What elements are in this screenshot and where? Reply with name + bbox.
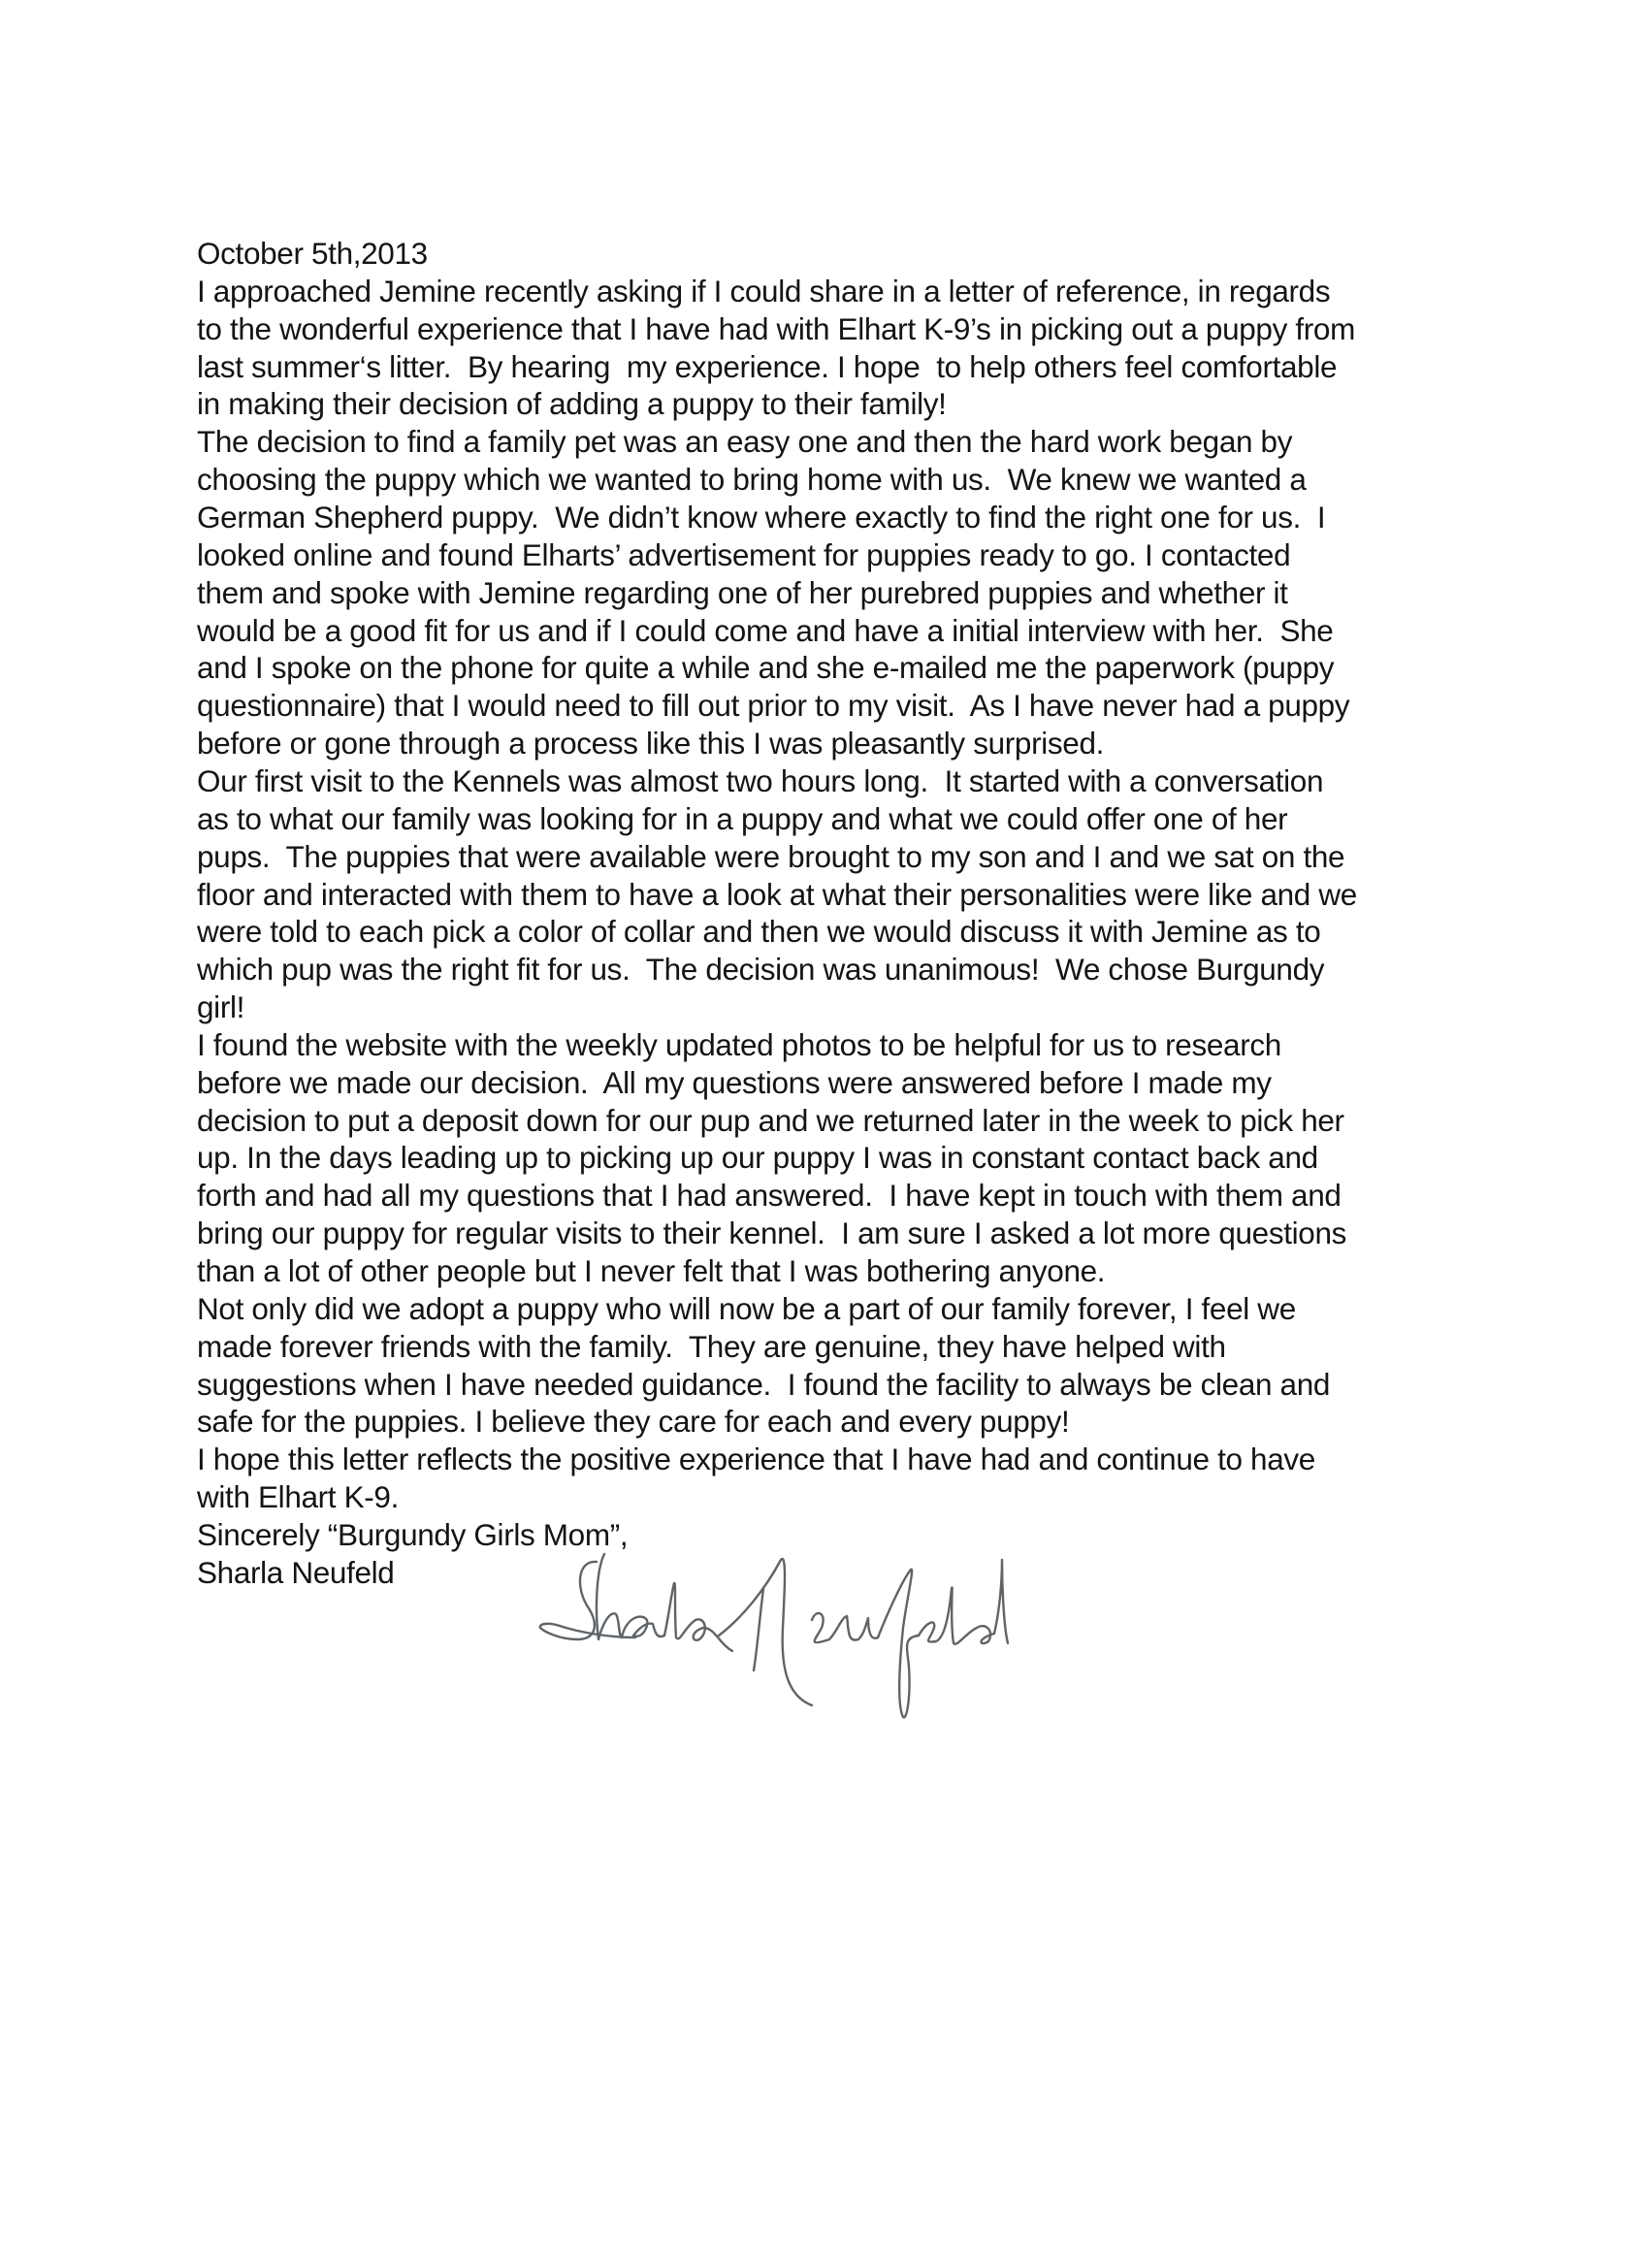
paragraph-line: questionnaire) that I would need to fill out prior to my visit. As I have never had a puppy bbox=[197, 688, 1350, 724]
paragraph-line: before we made our decision. All my questions were answered before I made my bbox=[197, 1064, 1272, 1100]
paragraph-line: decision to put a deposit down for our pup and we returned later in the week to pick her bbox=[197, 1102, 1344, 1138]
paragraph-line: last summer‘s litter. By hearing my experience. I hope to help others feel comfortable bbox=[197, 348, 1338, 384]
letter-closing: Sincerely “Burgundy Girls Mom”, bbox=[197, 1516, 629, 1552]
paragraph-line: choosing the puppy which we wanted to bring home with us. We knew we wanted a bbox=[197, 462, 1307, 498]
paragraph-line: girl! bbox=[197, 989, 245, 1024]
paragraph-line: I found the website with the weekly updated photos to be helpful for us to research bbox=[197, 1026, 1281, 1062]
paragraph-line: I approached Jemine recently asking if I could share in a letter of reference, in regards bbox=[197, 273, 1331, 308]
paragraph-line: were told to each pick a color of collar and then we would discuss it with Jemine as to bbox=[197, 914, 1321, 950]
paragraph-line: up. In the days leading up to picking up our puppy I was in constant contact back and bbox=[197, 1140, 1318, 1176]
paragraph-line: floor and interacted with them to have a look at what their personalities were like and we bbox=[197, 876, 1357, 912]
paragraph-line: made forever friends with the family. They are genuine, they have helped with bbox=[197, 1328, 1226, 1364]
paragraph-line: than a lot of other people but I never felt that I was bothering anyone. bbox=[197, 1253, 1106, 1288]
paragraph-line: would be a good fit for us and if I could come and have a initial interview with her. She bbox=[197, 612, 1334, 648]
paragraph-line: looked online and found Elharts’ advertisement for puppies ready to go. I contacted bbox=[197, 536, 1291, 572]
paragraph-line: in making their decision of adding a puppy to their family! bbox=[197, 386, 947, 422]
paragraph-line: before or gone through a process like this I was pleasantly surprised. bbox=[197, 726, 1105, 761]
paragraph-line: and I spoke on the phone for quite a while and she e-mailed me the paperwork (puppy bbox=[197, 650, 1335, 686]
paragraph-line: pups. The puppies that were available were brought to my son and I and we sat on the bbox=[197, 838, 1345, 874]
paragraph-line: German Shepherd puppy. We didn’t know where exactly to find the right one for us. I bbox=[197, 500, 1326, 535]
paragraph-line: bring our puppy for regular visits to their kennel. I am sure I asked a lot more questions bbox=[197, 1215, 1347, 1251]
letter-date: October 5th,2013 bbox=[197, 236, 428, 271]
letter bbox=[197, 0, 1613, 2268]
paragraph-line: I hope this letter reflects the positive experience that I have had and continue to have bbox=[197, 1442, 1315, 1477]
signature-drawing bbox=[538, 1550, 1023, 1734]
paragraph-line: suggestions when I have needed guidance. I found the facility to always be clean and bbox=[197, 1366, 1331, 1402]
paragraph-line: them and spoke with Jemine regarding one of her purebred puppies and whether it bbox=[197, 574, 1288, 610]
paragraph-line: safe for the puppies. I believe they care for each and every puppy! bbox=[197, 1404, 1070, 1440]
paragraph-line: Not only did we adopt a puppy who will now be a part of our family forever, I feel we bbox=[197, 1290, 1296, 1326]
signer-name: Sharla Neufeld bbox=[197, 1554, 395, 1590]
paragraph-line: to the wonderful experience that I have had with Elhart K-9’s in picking out a puppy from bbox=[197, 310, 1355, 346]
paragraph-line: forth and had all my questions that I had answered. I have kept in touch with them and bbox=[197, 1178, 1342, 1214]
handwritten-signature bbox=[538, 1550, 1023, 1734]
paragraph-line: Our first visit to the Kennels was almost two hours long. It started with a conversation bbox=[197, 762, 1324, 798]
paragraph-line: as to what our family was looking for in a puppy and what we could offer one of her bbox=[197, 800, 1288, 836]
paragraph-line: which pup was the right fit for us. The decision was unanimous! We chose Burgundy bbox=[197, 952, 1325, 988]
paragraph-line: The decision to find a family pet was an easy one and then the hard work began by bbox=[197, 424, 1293, 460]
paragraph-line: with Elhart K-9. bbox=[197, 1479, 399, 1514]
